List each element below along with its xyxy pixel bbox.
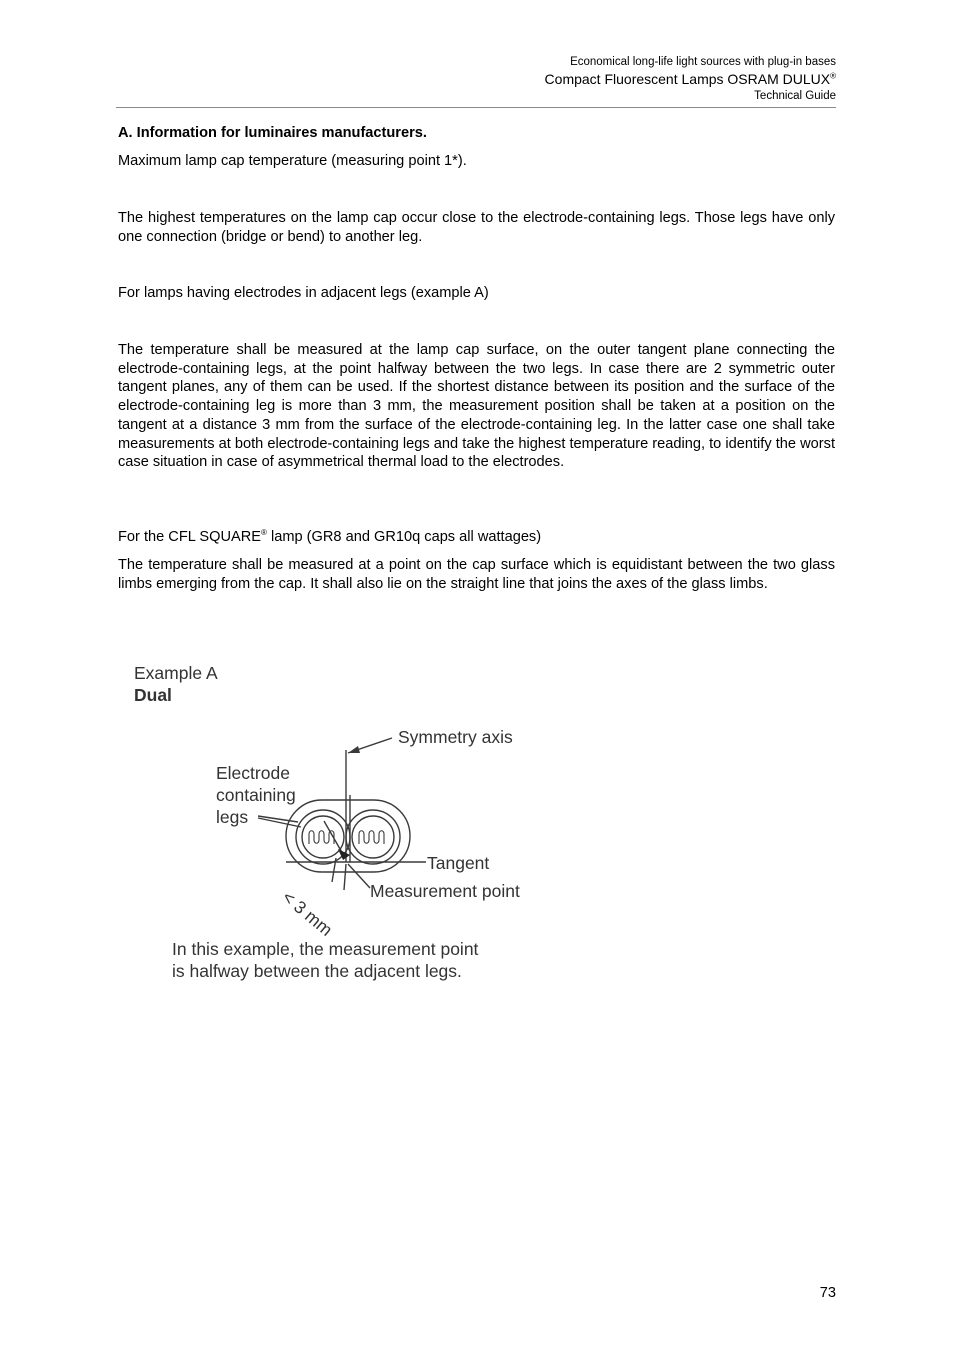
electrode-label-line1: Electrode [216,763,290,783]
right-leg-inner [352,816,394,858]
page-number: 73 [819,1285,836,1301]
right-electrode-leg [346,810,400,864]
figure-subtitle: Dual [134,685,172,705]
registered-mark: ® [261,528,267,538]
example-a-figure [118,650,558,990]
electrode-label-line3: legs [216,807,249,827]
paragraph-cfl-square-method: The temperature shall be measured at a point on the cap surface which is equidistant between the two glass limbs emerging from the cap. It shall also lie on the straight line that joins the axes of the glass limbs. [118,557,835,592]
paragraph-cfl-square [118,528,835,547]
section-title: A. Information for luminaires manufacturers. [118,125,427,141]
symmetry-axis-label: Symmetry axis [398,727,513,747]
paragraph-measurement-method: The temperature shall be measured at the lamp cap surface, on the outer tangent plane connecting the electrode-containing legs, at the point halfway between the two legs. In case there are 2 symmetric outer tangent planes, any of them can be used. If the shortest distance between its position and the surface of the electrode-containing leg is more than 3 mm, the measurement position shall be taken at a position on the tangent at a distance 3 mm from the surface of the electrode-containing leg. In the latter case one shall take measurements at both electrode-containing legs and take the highest temperature reading, to identify the worst case situation in case of asymmetrical thermal load to the electrodes. [118,342,835,471]
lamp-cap-outline [286,800,410,872]
distance-label: < 3 mm [278,886,337,940]
figure-title: Example A [134,663,218,683]
electrode-label-line2: containing [216,785,296,805]
symmetry-axis-arrowhead [348,746,360,753]
paragraph-highest-temperatures: The highest temperatures on the lamp cap occur close to the electrode-containing legs. Those legs have only one connection (bridge or bend) to another leg. [118,210,835,245]
paragraph-cfl-square-start: For the CFL SQUARE [118,529,262,545]
paragraph-max-temperature: Maximum lamp cap temperature (measuring point 1*). [118,153,467,169]
header-divider [116,107,836,108]
figure-caption-line2: is halfway between the adjacent legs. [172,961,462,981]
paragraph-cfl-square-end: lamp (GR8 and GR10q caps all wattages) [266,529,542,545]
registered-mark: ® [830,71,836,81]
measurement-point-label: Measurement point [370,881,520,901]
distance-line-2 [344,864,346,890]
header-doc-type: Technical Guide [754,90,836,102]
header-series-title: Economical long-life light sources with plug-in bases [570,56,836,68]
tangent-label: Tangent [427,853,490,873]
measurement-leader [348,864,370,888]
figure-caption-line1: In this example, the measurement point [172,939,479,959]
right-filament [359,831,384,844]
header-product-text: Compact Fluorescent Lamps OSRAM DULUX [544,71,831,87]
header-product-title [545,71,836,87]
paragraph-adjacent-legs: For lamps having electrodes in adjacent legs (example A) [118,285,489,301]
left-leg-inner [302,816,344,858]
